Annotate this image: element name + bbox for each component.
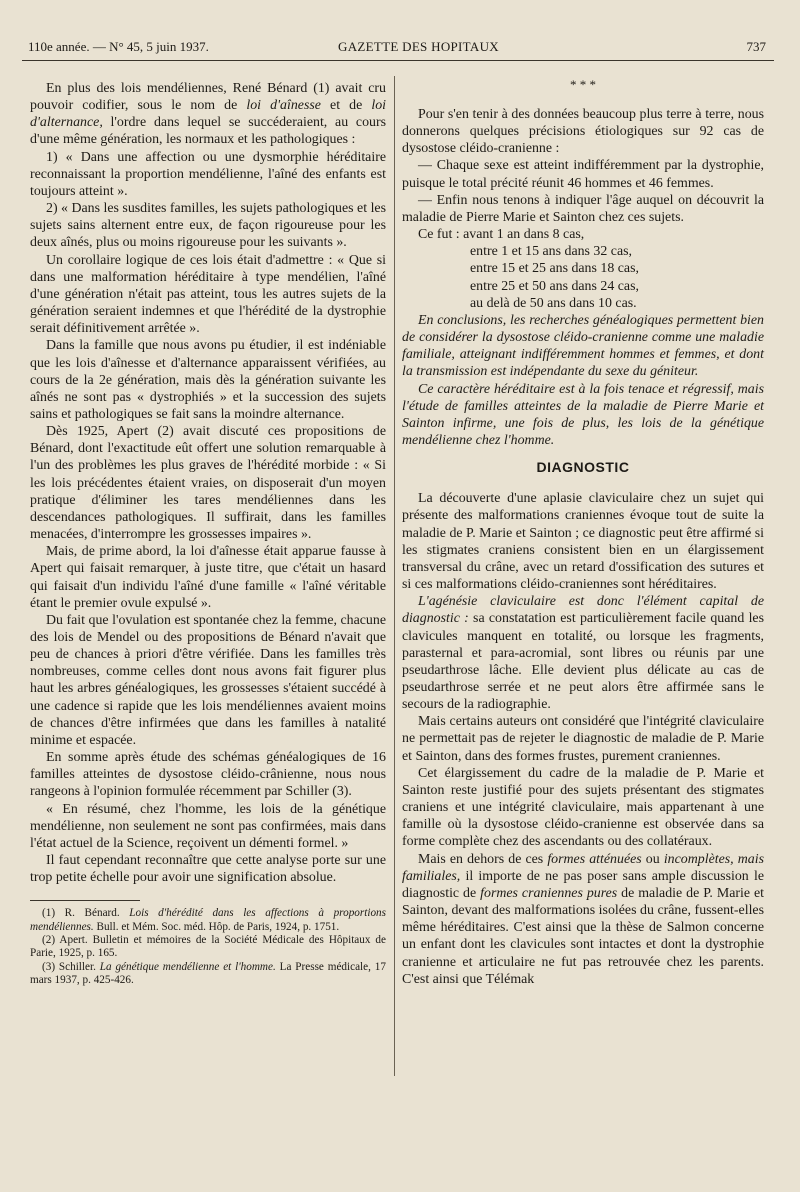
- paragraph: Il faut cependant reconnaître que cette analyse porte sur une trop petite échelle pour avoir une signification absolue.: [30, 853, 386, 886]
- paragraph: En plus des lois mendéliennes, René Bénard (1) avait cru pouvoir codifier, sous le nom de loi d'aînesse et de loi d'alternance, l'ordre dans lequel se succéderaient, au cours d'une même génération, les normaux et les pathologiques :: [30, 81, 387, 148]
- page-header: [28, 38, 766, 56]
- paragraph: La découverte d'une aplasie claviculaire chez un sujet qui présente des malformations craniennes évoque tout de suite la maladie de P. Marie et Sainton ; ce diagnostic peut être affirmé si les stigmates craniens consistent bien en un élargissement transversal du crâne, avec un retard d'ossification des sutures et si ces malformations cléido-craniennes sont héréditaires.: [402, 491, 764, 593]
- paragraph: En somme après étude des schémas généalogiques de 16 familles atteintes de dysostose cléido-crânienne, nous nous rangeons à l'opinion formulée récemment par Schiller (3).: [30, 750, 386, 800]
- page-number: 737: [746, 39, 766, 54]
- section-separator: * * *: [570, 77, 596, 92]
- section-heading: DIAGNOSTIC: [536, 459, 630, 476]
- age-list: [418, 226, 764, 312]
- age-line: entre 25 et 50 ans dans 24 cas,: [470, 278, 639, 294]
- right-column: [402, 77, 765, 988]
- journal-title: GAZETTE DES HOPITAUX: [338, 39, 499, 54]
- paragraph: Dans la famille que nous avons pu étudier, il est indéniable que les lois d'aînesse et d'alternance apparaissent vérifiées, au cours de la 2e génération, mais dès la génération suivante les aînés ne sont pas « dystrophiés » et la succession des sujets sains et pathologiques se fait sans la moindre alternance.: [30, 338, 386, 422]
- issue-info: 110e année. — N° 45, 5 juin 1937.: [28, 39, 209, 54]
- paragraph: Mais certains auteurs ont considéré que l'intégrité claviculaire ne permettait pas de rejeter le diagnostic de maladie de P. Marie et Sainton, dans des formes frustes, purement craniennes.: [402, 714, 764, 764]
- paragraph: — Enfin nous tenons à indiquer l'âge auquel on découvrit la maladie de Pierre Marie et Sainton chez ces sujets.: [402, 192, 764, 225]
- conclusion-paragraph: Ce caractère héréditaire est à la fois tenace et régressif, mais l'étude de familles atteintes de la maladie de Pierre Marie et Sainton infirme, une fois de plus, les lois de la génétique mendélienne chez l'homme.: [402, 381, 764, 448]
- paragraph: Cet élargissement du cadre de la maladie de P. Marie et Sainton reste justifié pour des sujets présentant des stigmates craniens et une intégrité claviculaire, mais appartenant à une famille où la dysostose cléido-cranienne est observée dans sa forme complète chez des ascendants ou des collatéraux.: [402, 765, 764, 850]
- footnote-rule: [30, 900, 140, 901]
- header-rule: [22, 60, 774, 63]
- age-line: entre 1 et 15 ans dans 32 cas,: [470, 244, 633, 260]
- age-line: entre 15 et 25 ans dans 18 cas,: [470, 261, 639, 277]
- column-divider: [394, 76, 395, 1076]
- quote-paragraph: « En résumé, chez l'homme, les lois de la génétique mendélienne, non seulement ne sont pas confirmées, mais dans l'état actuel de la Science, reçoivent un démenti formel. »: [30, 801, 386, 851]
- conclusion-paragraph: En conclusions, les recherches généalogiques permettent bien de considérer la dysostose cléido-cranienne comme une maladie familiale, atteignant indifféremment hommes et femmes, et dont la transmission est indépendante du sexe du géniteur.: [402, 312, 764, 380]
- paragraph: Mais en dehors de ces formes atténuées ou incomplètes, mais familiales, il importe de ne pas poser sans ample discussion le diagnostic de formes craniennes pures de maladie de P. Marie et Sainton, devant des malformations isolées du crâne, fussent-elles même héréditaires. C'est ainsi que la thèse de Salmon concerne un enfant dont les clavicules sont intactes et dont la dystrophie cranienne et articulaire ne fut pas retrouvée chez les parents. C'est ainsi que Télémak: [402, 851, 765, 987]
- age-line: au delà de 50 ans dans 10 cas.: [470, 295, 637, 311]
- age-line: Ce fut : avant 1 an dans 8 cas,: [418, 227, 585, 243]
- paragraph: L'agénésie claviculaire est donc l'élément capital de diagnostic : sa constatation est particulièrement facile quand les clavicules manquent en totalité, ou lorsque les fragments, parasternal et para-acromial, sont libres ou réunis par une pseudarthrose lâche. Elle devient plus délicate au cas de pseudarthrose serrée et ne peut alors être affirmée sans le secours de la radiographie.: [402, 594, 764, 713]
- paragraph: — Chaque sexe est atteint indifféremment par la dystrophie, puisque le total précité réunit 46 hommes et 46 femmes.: [402, 158, 764, 191]
- paragraph: Du fait que l'ovulation est spontanée chez la femme, chacune des lois de Mendel ou des propositions de Bénard n'avait que peu de chances à priori d'être vérifiée. Dans les familles très nombreuses, comme celles dont nous avons fait figurer plus haut les arbres généalogiques, les grossesses s'étaient succédé à une cadence si rapide que les lois mendéliennes avaient moins de chances d'être infirmées que dans les familles à natalité minime et espacée.: [30, 612, 386, 748]
- footnote-2: (2) Apert. Bulletin et mémoires de la Société Médicale des Hôpitaux de Parie, 1925, p. 165.: [30, 933, 386, 960]
- paragraph: 2) « Dans les susdites familles, les sujets pathologiques et les sujets sains alternent entre eux, de façon rigoureuse pour les deux aînés, plus ou moins rigoureuse pour les suivants ».: [30, 201, 386, 251]
- paragraph: Mais, de prime abord, la loi d'aînesse était apparue fausse à Apert qui faisait remarquer, à juste titre, que c'était un hasard qui faisait d'un individu l'aîné d'une famille « l'aîné véritable étant le premier ovule expulsé ».: [30, 544, 386, 611]
- paragraph: Dès 1925, Apert (2) avait discuté ces propositions de Bénard, dont l'exactitude eût offert une solution remarquable à l'un des problèmes les plus graves de l'hérédité morbide : « Si les lois précédentes étaient vraies, on disposerait d'un moyen pratique d'éliminer les tares mendéliennes dans les descendances pathologiques. Il suffirait, dans les familles menacées, d'interrompre les grossesses impaires ».: [30, 424, 386, 543]
- left-column: [30, 80, 386, 987]
- paragraph: Un corollaire logique de ces lois était d'admettre : « Que si dans une malformation héréditaire à type mendélien, l'aîné d'une génération n'était pas atteint, tous les autres sujets de la génération seraient indemnes et que l'hérédité de la dystrophie serait définitivement arrêtée ».: [30, 252, 386, 337]
- footnote-3: (3) Schiller. La génétique mendélienne et l'homme. La Presse médicale, 17 mars 1937, p. 425-426.: [30, 960, 386, 986]
- paragraph: Pour s'en tenir à des données beaucoup plus terre à terre, nous donnerons quelques précisions étiologiques sur 92 cas de dysostose cléido-cranienne :: [402, 107, 764, 157]
- footnote-1: (1) R. Bénard. Lois d'hérédité dans les affections à proportions mendéliennes. Bull. et Mém. Soc. méd. Hôp. de Paris, 1924, p. 1751.: [30, 907, 386, 933]
- paragraph: 1) « Dans une affection ou une dysmorphie héréditaire reconnaissant la proportion mendélienne, l'aîné des enfants est toujours atteint ».: [30, 149, 386, 199]
